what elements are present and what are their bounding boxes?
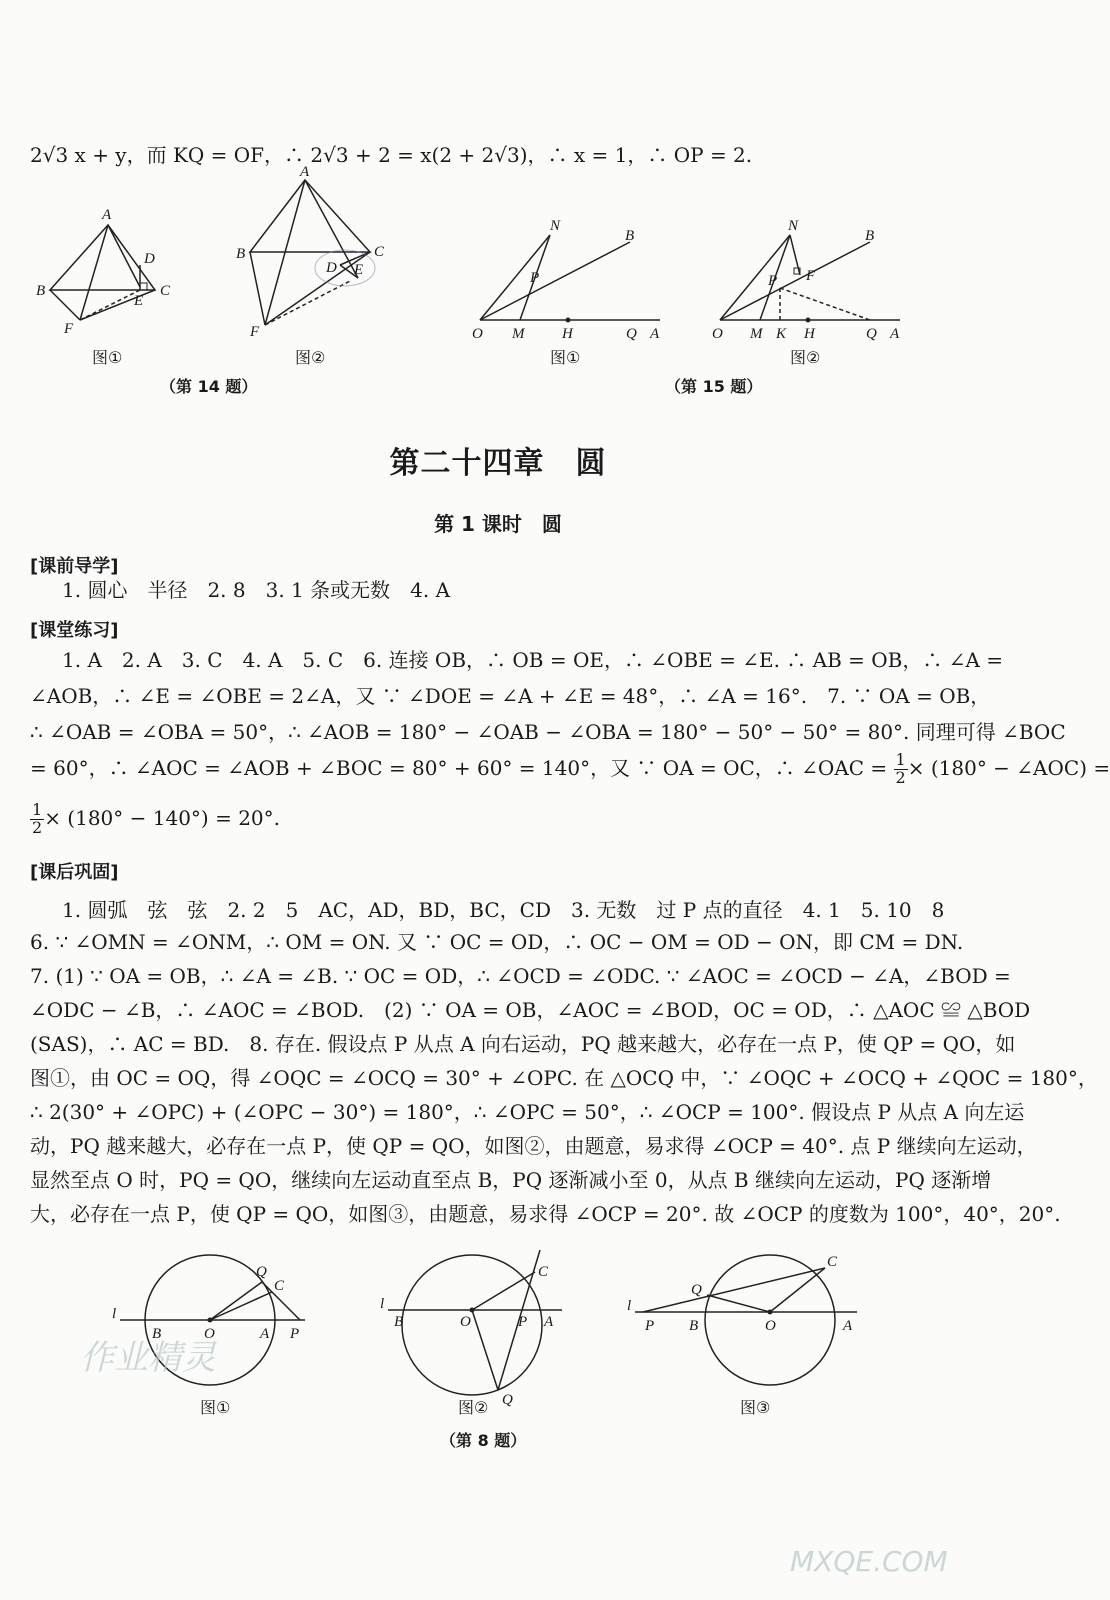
fig15-2-M: M xyxy=(750,326,763,342)
fraction-num-2: 1 xyxy=(32,800,43,819)
post-line-8: 动，PQ 越来越大，必存在一点 P，使 QP = QO，如图②，由题意，易求得 ∠OCP = 40°. 点 P 继续向左运动， xyxy=(30,1134,1037,1158)
class-line-3: ∴ ∠OAB = ∠OBA = 50°，∴ ∠AOB = 180° − ∠OAB − ∠OBA = 180° − 50° − 50° = 80°. 同理可得 ∠BOC xyxy=(30,720,1066,744)
lesson-title: 第 1 课时 圆 xyxy=(434,512,562,536)
post-line-7: ∴ 2(30° + ∠OPC) + (∠OPC − 30°) = 180°，∴ ∠OPC = 50°，∴ ∠OCP = 100°. 假设点 P 从点 A 向左运 xyxy=(30,1100,1025,1124)
figure-15-2-svg xyxy=(710,220,910,340)
fig8-3-l: l xyxy=(627,1298,632,1314)
fig14-1-C: C xyxy=(160,283,171,299)
pre-answers: 1. 圆心 半径 2. 8 3. 1 条或无数 4. A xyxy=(62,578,451,602)
fig8-3-label: 图③ xyxy=(740,1398,771,1417)
post-line-4: ∠ODC − ∠B，∴ ∠AOC = ∠BOD. (2) ∵ OA = OB，∠AOC = ∠BOD，OC = OD，∴ △AOC ≌ △BOD xyxy=(30,998,1031,1022)
fig15-2-O: O xyxy=(712,326,723,342)
fraction-half-2 xyxy=(30,802,44,837)
chapter-title: 第二十四章 圆 xyxy=(389,446,607,481)
fig8-3-A: A xyxy=(843,1318,853,1334)
fig8-1-label: 图① xyxy=(200,1398,231,1417)
post-line-1: 1. 圆弧 弦 弦 2. 2 5 AC，AD，BD，BC，CD 3. 无数 过 P 点的直径 4. 1 5. 10 8 xyxy=(62,898,945,922)
fig14-1-B: B xyxy=(36,283,46,299)
fig15-2-N: N xyxy=(788,218,799,234)
post-line-3: 7. (1) ∵ OA = OB，∴ ∠A = ∠B. ∵ OC = OD，∴ ∠OCD = ∠ODC. ∵ ∠AOC = ∠OCD − ∠A，∠BOD = xyxy=(30,964,1011,988)
fig15-caption: （第 15 题） xyxy=(665,377,763,396)
fig8-2-O: O xyxy=(460,1314,471,1330)
fig15-1-A: A xyxy=(650,326,660,342)
fig15-2-H: H xyxy=(804,326,815,342)
fig15-2-A: A xyxy=(890,326,900,342)
fig14-1-A: A xyxy=(102,207,112,223)
fig14-caption: （第 14 题） xyxy=(160,377,258,396)
fraction-num: 1 xyxy=(895,750,906,769)
fig8-2-l: l xyxy=(380,1296,385,1312)
class-line-2: ∠AOB，∴ ∠E = ∠OBE = 2∠A，又 ∵ ∠DOE = ∠A + ∠E = 48°，∴ ∠A = 16°. 7. ∵ OA = OB， xyxy=(30,684,991,708)
fig15-2-P: P xyxy=(768,273,778,289)
post-line-6: 图①，由 OC = OQ，得 ∠OQC = ∠OCQ = 30° + ∠OPC. 在 △OCQ 中，∵ ∠OQC + ∠OCQ + ∠QOC = 180°， xyxy=(30,1066,1098,1090)
fig15-1-H: H xyxy=(562,326,573,342)
fig15-2-F: F xyxy=(806,268,816,284)
fig14-1-D: D xyxy=(144,251,155,267)
fig8-caption: （第 8 题） xyxy=(440,1431,527,1450)
class-line-5-text: × (180° − 140°) = 20°. xyxy=(44,805,281,830)
fig15-2-label: 图② xyxy=(790,348,821,367)
fig14-2-label: 图② xyxy=(295,348,326,367)
fig8-3-Q: Q xyxy=(691,1282,702,1298)
fig14-2-F: F xyxy=(250,324,260,340)
post-line-9: 显然至点 O 时，PQ = QO，继续向左运动直至点 B，PQ 逐渐减小至 0，从点 B 继续向左运动，PQ 逐渐增 xyxy=(30,1168,992,1192)
fig14-2-A: A xyxy=(300,164,310,180)
figure-15-1-svg xyxy=(470,220,670,340)
fig14-1-label: 图① xyxy=(92,348,123,367)
section-post: [课后巩固] xyxy=(30,862,119,883)
fig8-2-P: P xyxy=(518,1314,528,1330)
fig15-2-Q: Q xyxy=(866,326,877,342)
fig14-2-E: E xyxy=(354,262,364,278)
fig15-1-label: 图① xyxy=(550,348,581,367)
fig14-2-D: D xyxy=(326,260,337,276)
fig8-2-Q: Q xyxy=(502,1392,513,1408)
fraction-den: 2 xyxy=(895,767,906,787)
fig14-1-E: E xyxy=(134,293,144,309)
fig15-1-O: O xyxy=(472,326,483,342)
fig15-1-B: B xyxy=(625,228,635,244)
watermark-right: MXQE.COM xyxy=(790,1545,948,1578)
class-line-1: 1. A 2. A 3. C 4. A 5. C 6. 连接 OB，∴ OB = OE，∴ ∠OBE = ∠E. ∴ AB = OB，∴ ∠A = xyxy=(62,648,1004,672)
class-line-4 xyxy=(30,752,1110,787)
post-line-10: 大，必存在一点 P，使 QP = QO，如图③，由题意，易求得 ∠OCP = 20°. 故 ∠OCP 的度数为 100°，40°，20°. xyxy=(30,1202,1061,1226)
top-line: 2√3 x + y，而 KQ = OF，∴ 2√3 + 2 = x(2 + 2√3)，∴ x = 1，∴ OP = 2. xyxy=(30,143,753,167)
fig8-1-Q: Q xyxy=(256,1264,267,1280)
fig14-1-F: F xyxy=(64,321,74,337)
fig8-3-B: B xyxy=(689,1318,699,1334)
fig8-1-B: B xyxy=(152,1326,162,1342)
watermark-left: 作业精灵 xyxy=(80,1338,216,1378)
fig8-1-C: C xyxy=(274,1278,285,1294)
fig8-3-P: P xyxy=(645,1318,655,1334)
fig15-1-Q: Q xyxy=(626,326,637,342)
fig8-1-O: O xyxy=(204,1326,215,1342)
fig15-1-N: N xyxy=(550,218,561,234)
figure-14-2-svg xyxy=(230,164,400,340)
fig8-2-B: B xyxy=(394,1314,404,1330)
figure-15-2 xyxy=(710,220,910,344)
fig14-2-C: C xyxy=(374,244,385,260)
fig14-2-B: B xyxy=(236,246,246,262)
fig8-2-label: 图② xyxy=(458,1398,489,1417)
post-line-5: (SAS)，∴ AC = BD. 8. 存在. 假设点 P 从点 A 向右运动，PQ 越来越大，必存在一点 P，使 QP = QO，如 xyxy=(30,1032,1016,1056)
figure-15-1 xyxy=(470,220,670,344)
fig8-1-P: P xyxy=(290,1326,300,1342)
fig8-3-O: O xyxy=(765,1318,776,1334)
figure-8-3-svg xyxy=(625,1250,865,1390)
section-pre: [课前导学] xyxy=(30,556,119,577)
fig15-1-P: P xyxy=(530,270,540,286)
fig15-2-K: K xyxy=(776,326,787,342)
figure-14-1 xyxy=(30,205,200,339)
figure-14-1-svg xyxy=(30,205,200,335)
section-class: [课堂练习] xyxy=(30,620,119,641)
class-line-4-tail: × (180° − ∠AOC) = xyxy=(907,755,1110,780)
post-line-2: 6. ∵ ∠OMN = ∠ONM，∴ OM = ON. 又 ∵ OC = OD，∴ OC − OM = OD − ON，即 CM = DN. xyxy=(30,930,964,954)
class-line-5 xyxy=(30,802,280,837)
figure-14-2 xyxy=(230,164,400,344)
class-line-4-text: = 60°，∴ ∠AOC = ∠AOB + ∠BOC = 80° + 60° = 140°，又 ∵ OA = OC，∴ ∠OAC = xyxy=(30,755,894,780)
fig8-1-A: A xyxy=(260,1326,270,1342)
fig8-2-A: A xyxy=(544,1314,554,1330)
figure-8-3 xyxy=(625,1250,865,1394)
fig8-1-l: l xyxy=(112,1306,117,1322)
fig8-3-C: C xyxy=(827,1254,838,1270)
fig15-1-M: M xyxy=(512,326,525,342)
fig8-2-C: C xyxy=(538,1264,549,1280)
fig15-2-B: B xyxy=(865,228,875,244)
fraction-den-2: 2 xyxy=(32,817,43,837)
fraction-half xyxy=(894,752,908,787)
